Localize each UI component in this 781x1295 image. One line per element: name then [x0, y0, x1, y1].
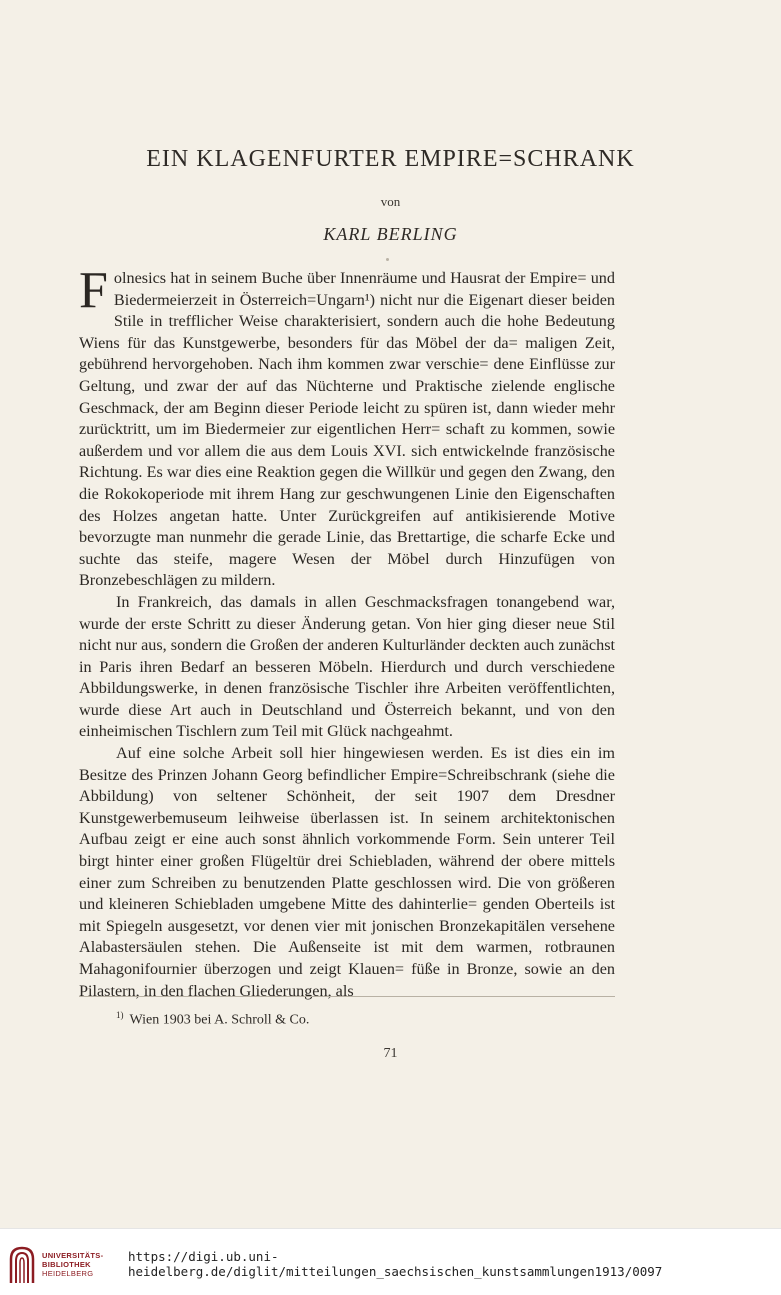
library-name: [42, 1251, 103, 1278]
footnote-text: Wien 1903 bei A. Schroll & Co.: [129, 1012, 310, 1028]
viewer-footer: [0, 1228, 781, 1295]
paragraph-3: Auf eine solche Arbeit soll hier hingewiesen werden. Es ist dies ein im Besitze des Prinzen Johann Georg befindlicher Empire=Schreibschrank (siehe die Abbildung) von seltener Schönheit, der seit 1907 dem Dresdner Kunstgewerbemuseum leihweise überlassen ist. In seinem architektonischen Aufbau zeigt er eine auch sonst ähnlich vorkommende Form. Sein unterer Teil birgt hinter einer großen Flügeltür drei Schiebladen, während der obere mittels einer zum Schreiben zu benutzenden Platte geschlossen wird. Die von größeren und kleineren Schiebladen umgebene Mitte des dahinterlie= genden Oberteils ist mit Spiegeln ausgesetzt, vor denen vier mit jonischen Bronzekapitälen versehene Alabastersäulen stehen. Die Außenseite ist mit dem warmen, rotbraunen Mahagonifournier überzogen und zeigt Klauen= füße in Bronze, sowie an den Pilastern, in den flachen Gliederungen, als: [79, 744, 615, 1000]
drop-cap: F: [79, 262, 108, 319]
article-body: [79, 262, 615, 1002]
article-title: EIN KLAGENFURTER EMPIRE=SCHRANK: [146, 146, 635, 172]
footnote-divider: [79, 996, 615, 997]
page-number: 71: [383, 1046, 398, 1061]
footnote-marker: 1): [116, 1010, 124, 1020]
paragraph-1-text: olnesics hat in seinem Buche über Innenräume und Hausrat der Empire= und Biedermeierzeit in Österreich=Ungarn¹) nicht nur die Eigenart dieser beiden Stile in trefflicher Weise charakterisiert, sondern auch die hohe Bedeutung Wiens für das Kunstgewerbe, besonders für das Möbel der da= maligen Zeit, gebührend hervorgehoben. Nach ihm kommen zwar verschie= dene Einflüsse zur Geltung, und zwar der auf das Nüchterne und Praktische zielende englische Geschmack, der am Beginn dieser Periode leicht zu spüren ist, dann wieder mehr zurücktritt, um im Biedermeier zur eigentlichen Herr= schaft zu kommen, sowie außerdem und vor allem die aus dem Louis XVI. sich entwickelnde französische Richtung. Es war dies eine Reaktion gegen die Willkür und gegen den Zwang, den die Rokokoperiode mit ihrem Hang zur geschwungenen Linie den Eigenschaften des Holzes angetan hatte. Unter Zurückgreifen auf antikisierende Motive bevorzugte man nunmehr die gerade Linie, das Brettartige, die scharfe Ecke und suchte das steife, magere Wesen der Möbel durch Hinzufügen von Bronzebeschlägen zu mildern.: [79, 269, 615, 590]
paragraph-1: [79, 262, 615, 592]
library-name-line2: BIBLIOTHEK: [42, 1260, 91, 1269]
permalink-url[interactable]: https://digi.ub.uni-heidelberg.de/diglit/mitteilungen_saechsischen_kunstsammlungen1913/0097: [128, 1249, 663, 1279]
library-name-line3: HEIDELBERG: [42, 1269, 94, 1278]
library-logo-icon: [8, 1245, 36, 1285]
paragraph-2: In Frankreich, das damals in allen Geschmacksfragen tonangebend war, wurde der erste Schritt zu dieser Änderung getan. Von hier ging dieser neue Stil nicht nur aus, sondern die Großen der anderen Kulturländer deckten auch zunächst in Paris ihren Bedarf an besseren Möbeln. Hierdurch und durch verschiedene Abbildungswerke, in denen französische Tischler ihre Arbeiten veröffentlichten, wurde diese Art auch in Deutschland und Österreich bekannt, und von den einheimischen Tischlern zum Teil mit Glück nachgeahmt.: [79, 592, 615, 741]
author-name: KARL BERLING: [323, 224, 458, 244]
footnote: [116, 1010, 309, 1029]
library-name-line1: UNIVERSITÄTS-: [42, 1251, 104, 1260]
ornament-dot: [386, 258, 389, 261]
byline-von: von: [380, 194, 401, 209]
